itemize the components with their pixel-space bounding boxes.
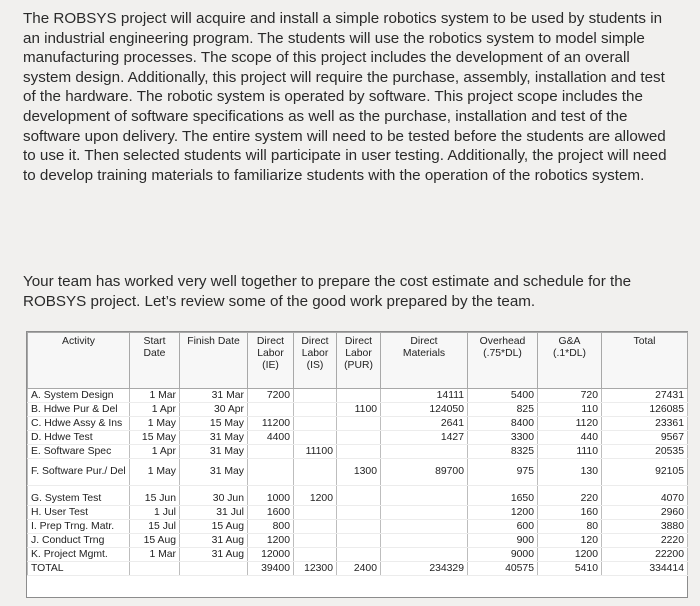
table-row	[28, 417, 688, 431]
materials-cell: 124050	[381, 403, 468, 417]
overhead-cell: 8325	[468, 445, 538, 459]
start-date-cell: 15 Aug	[130, 534, 180, 548]
labor-is-cell	[294, 403, 337, 417]
start-date-cell: 1 May	[130, 417, 180, 431]
table-row	[28, 403, 688, 417]
materials-cell	[381, 548, 468, 562]
labor-is-cell: 1200	[294, 492, 337, 506]
activity-cell: E. Software Spec	[28, 445, 130, 459]
table-row	[28, 548, 688, 562]
overhead-cell: 40575	[468, 562, 538, 576]
table-row	[28, 459, 688, 486]
total-cell: 92105	[602, 459, 688, 486]
finish-date-cell: 30 Jun	[180, 492, 248, 506]
ga-cell: 720	[538, 389, 602, 403]
labor-is-cell	[294, 520, 337, 534]
project-scope-paragraph: The ROBSYS project will acquire and install a simple robotics system to be used by students in an industrial engineering program. The students will use the robotics system to model simple manufacturing processes. The scope of this project includes the development of an overall system design. Additionally, this project will require the purchase, assembly, installation and test of the hardware. The robotic system is operated by software. This project scope includes the development of software specifications as well as the purchase, installation and test of the software upon delivery. The entire system will need to be tested before the students are allowed to use it. Then selected students will participate in user testing. Additionally, the project will need to develop training materials to familiarize students with the operation of the robotics system.	[23, 10, 667, 184]
ga-cell: 130	[538, 459, 602, 486]
overhead-cell: 600	[468, 520, 538, 534]
finish-date-cell	[180, 562, 248, 576]
ga-cell: 80	[538, 520, 602, 534]
total-cell: 22200	[602, 548, 688, 562]
overhead-cell: 975	[468, 459, 538, 486]
table-row	[28, 389, 688, 403]
ga-cell: 1200	[538, 548, 602, 562]
labor-pur-cell	[337, 389, 381, 403]
labor-ie-cell: 800	[248, 520, 294, 534]
finish-date-cell: 31 Mar	[180, 389, 248, 403]
activity-cell: TOTAL	[28, 562, 130, 576]
labor-pur-cell: 1300	[337, 459, 381, 486]
table-row	[28, 520, 688, 534]
header-direct-materials: Direct Materials	[381, 333, 468, 389]
ga-cell: 440	[538, 431, 602, 445]
overhead-cell: 900	[468, 534, 538, 548]
activity-cell: J. Conduct Trng	[28, 534, 130, 548]
labor-pur-cell: 1100	[337, 403, 381, 417]
start-date-cell: 1 Apr	[130, 403, 180, 417]
start-date-cell: 1 Jul	[130, 506, 180, 520]
labor-is-cell	[294, 459, 337, 486]
team-intro-paragraph: Your team has worked very well together to prepare the cost estimate and schedule for the ROBSYS project. Let’s review some of the good work prepared by the team.	[23, 273, 632, 310]
finish-date-cell: 30 Apr	[180, 403, 248, 417]
labor-ie-cell	[248, 403, 294, 417]
table-row	[28, 431, 688, 445]
header-total: Total	[602, 333, 688, 389]
labor-is-cell: 11100	[294, 445, 337, 459]
labor-pur-cell	[337, 492, 381, 506]
ga-cell: 110	[538, 403, 602, 417]
activity-cell: F. Software Pur./ Del	[28, 459, 130, 486]
labor-ie-cell: 7200	[248, 389, 294, 403]
start-date-cell: 1 Mar	[130, 389, 180, 403]
materials-cell	[381, 534, 468, 548]
activity-cell: D. Hdwe Test	[28, 431, 130, 445]
total-cell: 27431	[602, 389, 688, 403]
labor-is-cell	[294, 506, 337, 520]
total-cell: 334414	[602, 562, 688, 576]
ga-cell: 120	[538, 534, 602, 548]
start-date-cell: 1 Mar	[130, 548, 180, 562]
overhead-cell: 5400	[468, 389, 538, 403]
header-row	[28, 333, 688, 389]
labor-pur-cell	[337, 431, 381, 445]
finish-date-cell: 31 May	[180, 431, 248, 445]
total-cell: 2220	[602, 534, 688, 548]
start-date-cell: 15 Jun	[130, 492, 180, 506]
start-date-cell: 15 May	[130, 431, 180, 445]
materials-cell	[381, 506, 468, 520]
materials-cell	[381, 445, 468, 459]
total-cell: 2960	[602, 506, 688, 520]
ga-cell: 160	[538, 506, 602, 520]
header-finish-date: Finish Date	[180, 333, 248, 389]
finish-date-cell: 15 May	[180, 417, 248, 431]
labor-ie-cell	[248, 445, 294, 459]
ga-cell: 220	[538, 492, 602, 506]
labor-ie-cell	[248, 459, 294, 486]
labor-ie-cell: 12000	[248, 548, 294, 562]
overhead-cell: 1650	[468, 492, 538, 506]
finish-date-cell: 15 Aug	[180, 520, 248, 534]
total-cell: 126085	[602, 403, 688, 417]
start-date-cell: 15 Jul	[130, 520, 180, 534]
ga-cell: 1120	[538, 417, 602, 431]
materials-cell: 89700	[381, 459, 468, 486]
labor-is-cell: 12300	[294, 562, 337, 576]
labor-is-cell	[294, 548, 337, 562]
ga-cell: 5410	[538, 562, 602, 576]
labor-pur-cell	[337, 506, 381, 520]
header-direct-labor-is: Direct Labor (IS)	[294, 333, 337, 389]
activity-cell: G. System Test	[28, 492, 130, 506]
total-cell: 9567	[602, 431, 688, 445]
activity-cell: H. User Test	[28, 506, 130, 520]
labor-ie-cell: 1200	[248, 534, 294, 548]
table-row	[28, 506, 688, 520]
labor-ie-cell: 39400	[248, 562, 294, 576]
total-cell: 4070	[602, 492, 688, 506]
labor-ie-cell: 1600	[248, 506, 294, 520]
table-row	[28, 492, 688, 506]
labor-ie-cell: 1000	[248, 492, 294, 506]
labor-is-cell	[294, 389, 337, 403]
table-row	[28, 534, 688, 548]
labor-ie-cell: 4400	[248, 431, 294, 445]
materials-cell: 14111	[381, 389, 468, 403]
labor-is-cell	[294, 431, 337, 445]
header-start-date: Start Date	[130, 333, 180, 389]
labor-pur-cell: 2400	[337, 562, 381, 576]
activity-cell: I. Prep Trng. Matr.	[28, 520, 130, 534]
finish-date-cell: 31 Jul	[180, 506, 248, 520]
labor-pur-cell	[337, 417, 381, 431]
total-cell: 3880	[602, 520, 688, 534]
materials-cell	[381, 492, 468, 506]
labor-pur-cell	[337, 534, 381, 548]
header-overhead: Overhead (.75*DL)	[468, 333, 538, 389]
labor-pur-cell	[337, 548, 381, 562]
ga-cell: 1110	[538, 445, 602, 459]
overhead-cell: 1200	[468, 506, 538, 520]
header-activity: Activity	[28, 333, 130, 389]
labor-pur-cell	[337, 520, 381, 534]
materials-cell: 234329	[381, 562, 468, 576]
labor-is-cell	[294, 534, 337, 548]
total-cell: 23361	[602, 417, 688, 431]
table-row	[28, 445, 688, 459]
materials-cell: 1427	[381, 431, 468, 445]
activity-cell: A. System Design	[28, 389, 130, 403]
start-date-cell: 1 Apr	[130, 445, 180, 459]
header-direct-labor-ie: Direct Labor (IE)	[248, 333, 294, 389]
total-cell: 20535	[602, 445, 688, 459]
overhead-cell: 8400	[468, 417, 538, 431]
overhead-cell: 3300	[468, 431, 538, 445]
overhead-cell: 825	[468, 403, 538, 417]
materials-cell: 2641	[381, 417, 468, 431]
overhead-cell: 9000	[468, 548, 538, 562]
start-date-cell: 1 May	[130, 459, 180, 486]
header-ga: G&A (.1*DL)	[538, 333, 602, 389]
cost-estimate-table	[27, 332, 688, 576]
materials-cell	[381, 520, 468, 534]
activity-cell: K. Project Mgmt.	[28, 548, 130, 562]
finish-date-cell: 31 May	[180, 445, 248, 459]
header-direct-labor-pur: Direct Labor (PUR)	[337, 333, 381, 389]
finish-date-cell: 31 Aug	[180, 548, 248, 562]
activity-cell: B. Hdwe Pur & Del	[28, 403, 130, 417]
total-row	[28, 562, 688, 576]
finish-date-cell: 31 Aug	[180, 534, 248, 548]
finish-date-cell: 31 May	[180, 459, 248, 486]
labor-ie-cell: 11200	[248, 417, 294, 431]
start-date-cell	[130, 562, 180, 576]
labor-pur-cell	[337, 445, 381, 459]
cost-estimate-sheet	[26, 331, 688, 598]
labor-is-cell	[294, 417, 337, 431]
cost-table-body	[28, 389, 688, 576]
activity-cell: C. Hdwe Assy & Ins	[28, 417, 130, 431]
